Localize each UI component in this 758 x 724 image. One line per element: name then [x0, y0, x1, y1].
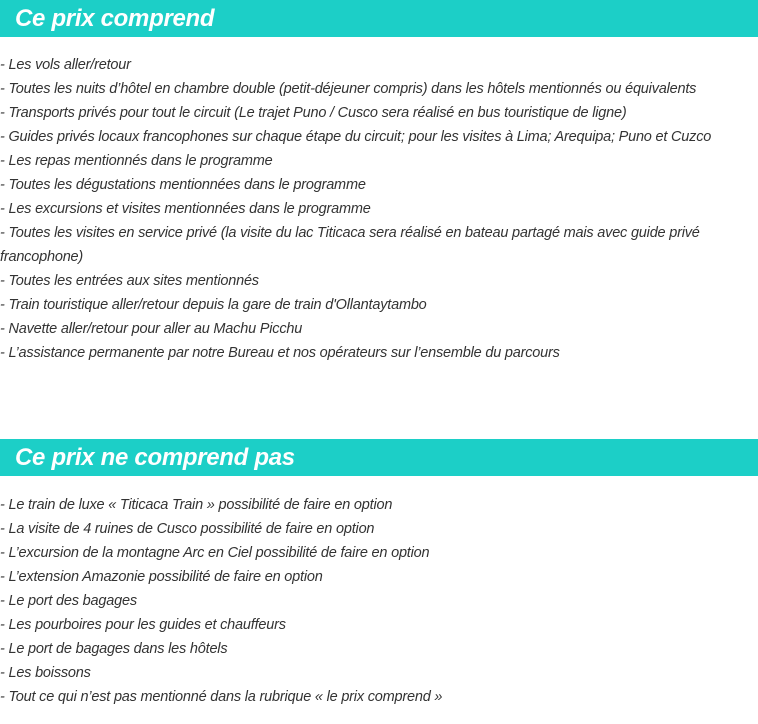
list-item: - Le port des bagages: [0, 593, 137, 609]
includes-header: [0, 0, 758, 37]
list-item: - Les vols aller/retour: [0, 57, 131, 73]
excludes-title: Ce prix ne comprend pas: [15, 444, 295, 471]
excludes-header: [0, 439, 758, 476]
list-item: - L’excursion de la montagne Arc en Ciel possibilité de faire en option: [0, 545, 430, 561]
list-item: - Les boissons: [0, 665, 91, 681]
excludes-list: [0, 476, 758, 709]
list-item: - Toutes les entrées aux sites mentionnés: [0, 273, 259, 289]
list-item: - Les repas mentionnés dans le programme: [0, 153, 273, 169]
list-item: - Train touristique aller/retour depuis la gare de train d'Ollantaytambo: [0, 297, 427, 313]
list-item: - Guides privés locaux francophones sur chaque étape du circuit; pour les visites à Lima; Arequipa; Puno et Cuzco: [0, 129, 712, 145]
includes-title: Ce prix comprend: [15, 5, 215, 32]
list-item: - Transports privés pour tout le circuit (Le trajet Puno / Cusco sera réalisé en bus touristique de ligne): [0, 105, 627, 121]
list-item: - Les pourboires pour les guides et chauffeurs: [0, 617, 286, 633]
list-item: - Les excursions et visites mentionnées dans le programme: [0, 201, 371, 217]
list-item: - Tout ce qui n’est pas mentionné dans la rubrique « le prix comprend »: [0, 689, 443, 705]
list-item: - La visite de 4 ruines de Cusco possibilité de faire en option: [0, 521, 375, 537]
list-item: - L’extension Amazonie possibilité de faire en option: [0, 569, 323, 585]
list-item: - Le port de bagages dans les hôtels: [0, 641, 228, 657]
list-item: - L’assistance permanente par notre Bureau et nos opérateurs sur l’ensemble du parcours: [0, 345, 560, 361]
includes-list: [0, 37, 758, 365]
excludes-section: [0, 439, 758, 709]
list-item: - Le train de luxe « Titicaca Train » possibilité de faire en option: [0, 497, 393, 513]
list-item: - Toutes les nuits d’hôtel en chambre double (petit-déjeuner compris) dans les hôtels mentionnés ou équivalents: [0, 81, 697, 97]
list-item: - Toutes les visites en service privé (la visite du lac Titicaca sera réalisé en bateau partagé mais avec guide privé francophone): [0, 225, 700, 265]
list-item: - Navette aller/retour pour aller au Machu Picchu: [0, 321, 303, 337]
list-item: - Toutes les dégustations mentionnées dans le programme: [0, 177, 366, 193]
